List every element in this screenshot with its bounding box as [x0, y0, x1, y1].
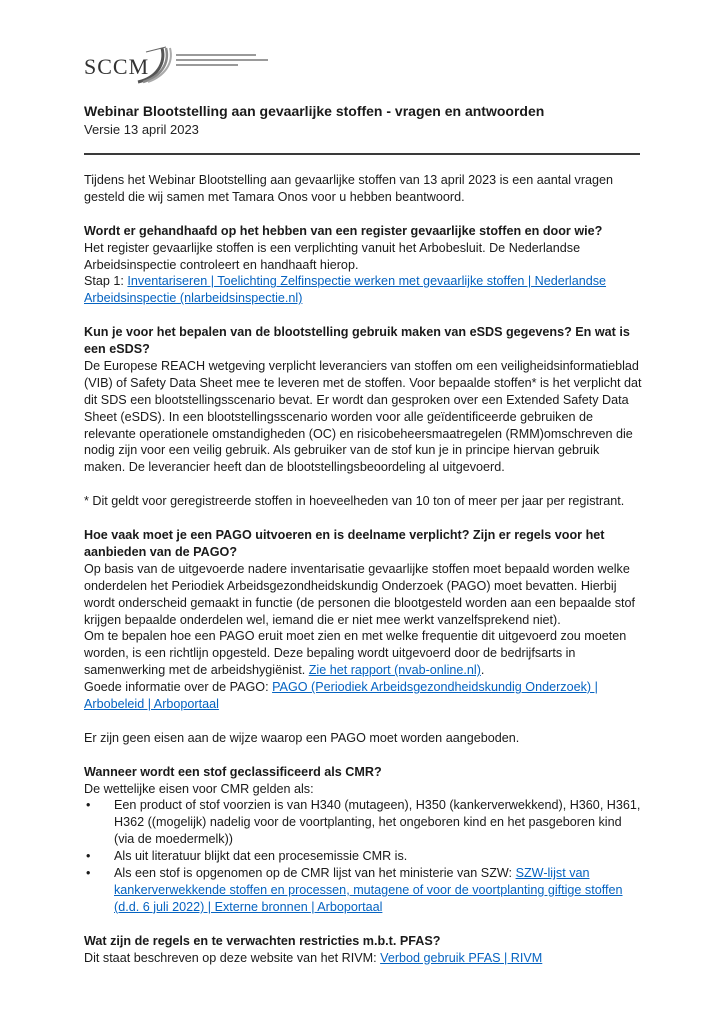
link-rivm-pfas[interactable]: Verbod gebruik PFAS | RIVM — [380, 950, 543, 965]
document-body — [84, 172, 644, 966]
list-item: • Een product of stof voorzien is van H340 (mutageen), H350 (kankerverwekkend), H360, H361, H362 ((mogelijk) nadelig voor de voortplanting, het ongeboren kind en het pasgeboren kind (via de moedermelk)) — [84, 797, 644, 848]
answer-pago-2-text: Om te bepalen hoe een PAGO eruit moet zien en met welke frequentie dit uitgevoerd zou moeten worden, is een richtlijn opgesteld. Deze bepaling wordt uitgevoerd door de bedrijfsarts in samenwerking met de arbeidshygiënist. — [84, 629, 627, 678]
question-pfas: Wat zijn de regels en te verwachten restricties m.b.t. PFAS? — [84, 933, 441, 948]
pago-info-prefix: Goede informatie over de PAGO: — [84, 680, 273, 695]
step-line — [84, 273, 644, 307]
list-item — [84, 865, 644, 916]
answer-cmr: De wettelijke eisen voor CMR gelden als: — [84, 781, 314, 796]
answer-register: Het register gevaarlijke stoffen is een verplichting vanuit het Arbobesluit. De Nederlandse Arbeidsinspectie controleert en handhaaft hierop. — [84, 240, 581, 272]
sccm-logo — [84, 44, 284, 84]
horizontal-rule — [84, 153, 640, 155]
question-pago: Hoe vaak moet je een PAGO uitvoeren en is deelname verplicht? Zijn er regels voor het aanbieden van de PAGO? — [84, 527, 605, 559]
logo-wordmark: SCCM — [84, 54, 150, 79]
step-prefix: Stap 1: — [84, 274, 128, 289]
answer-pfas-text: Dit staat beschreven op deze website van het RIVM: — [84, 950, 381, 965]
link-pago-arboportaal[interactable]: PAGO (Periodiek Arbeidsgezondheidskundig Onderzoek) | Arbobeleid | Arboportaal — [84, 680, 598, 712]
document-version: Versie 13 april 2023 — [84, 122, 199, 137]
pago-info-line — [84, 679, 644, 713]
intro-paragraph: Tijdens het Webinar Blootstelling aan gevaarlijke stoffen van 13 april 2023 is een aantal vragen gesteld die wij samen met Tamara Onos voor u hebben beantwoord. — [84, 173, 614, 204]
question-cmr: Wanneer wordt een stof geclassificeerd als CMR? — [84, 764, 382, 779]
answer-pfas — [84, 950, 644, 967]
link-nvab-report[interactable]: Zie het rapport (nvab-online.nl) — [308, 663, 481, 678]
footnote-esds: * Dit geldt voor geregistreerde stoffen in hoeveelheden van 10 ton of meer per jaar per registrant. — [84, 494, 625, 509]
logo-tagline — [176, 54, 268, 69]
cmr-bullet-list — [84, 797, 644, 915]
answer-esds: De Europese REACH wetgeving verplicht leveranciers van stoffen om een veiligheidsinformatieblad (VIB) of Safety Data Sheet mee te leveren met de stoffen. Voor bepaalde stoffen* is het verplicht dat dit SDS een blootstellingsscenario bevat. Er wordt dan gesproken over een Extended Safety Data Sheet (eSDS). In een blootstellingsscenario worden voor alle geïdentificeerde gebruiken de relevante operationele omstandigheden (OC) en risicobeheersmaatregelen (RMM)omschreven die nodig zijn voor een veilig gebruik. Als gebruiker van de stof kun je in principe hiervan gebruik maken. De leverancier heeft dan de blootstellingsbeoordeling al uitgevoerd. — [84, 358, 642, 475]
link-szw-lijst[interactable]: SZW-lijst van kankerverwekkende stoffen en processen, mutagene of voor de voortplanting giftige stoffen (d.d. 6 juli 2022) | Externe bronnen | Arboportaal — [114, 866, 623, 914]
answer-pago-1: Op basis van de uitgevoerde nadere inventarisatie gevaarlijke stoffen moet bepaald worden welke onderdelen het Periodiek Arbeidsgezondheidskundig Onderzoek (PAGO) moet bevatten. Hierbij wordt onderscheid gemaakt in functie (de personen die blootgesteld worden aan een bepaalde stof krijgen bepaalde onderdelen wel, iemand die er niet mee werkt vanzelfsprekend niet). — [84, 561, 636, 627]
question-register: Wordt er gehandhaafd op het hebben van een register gevaarlijke stoffen en door wie? — [84, 223, 603, 238]
document-title: Webinar Blootstelling aan gevaarlijke stoffen - vragen en antwoorden — [84, 103, 545, 119]
pago-closing: Er zijn geen eisen aan de wijze waarop een PAGO moet worden aangeboden. — [84, 730, 520, 745]
period: . — [480, 663, 485, 678]
link-inventariseren[interactable]: Inventariseren | Toelichting Zelfinspectie werken met gevaarlijke stoffen | Nederlandse Arbeidsinspectie (nlarbeidsinspectie.nl) — [84, 274, 607, 306]
list-item: • Als uit literatuur blijkt dat een procesemissie CMR is. — [84, 848, 644, 865]
list-item-text: Als een stof is opgenomen op de CMR lijst van het ministerie van SZW: — [114, 866, 516, 881]
swoosh-icon — [136, 44, 176, 84]
question-esds: Kun je voor het bepalen van de blootstelling gebruik maken van eSDS gegevens? En wat is een eSDS? — [84, 325, 630, 357]
answer-pago-2 — [84, 628, 644, 679]
